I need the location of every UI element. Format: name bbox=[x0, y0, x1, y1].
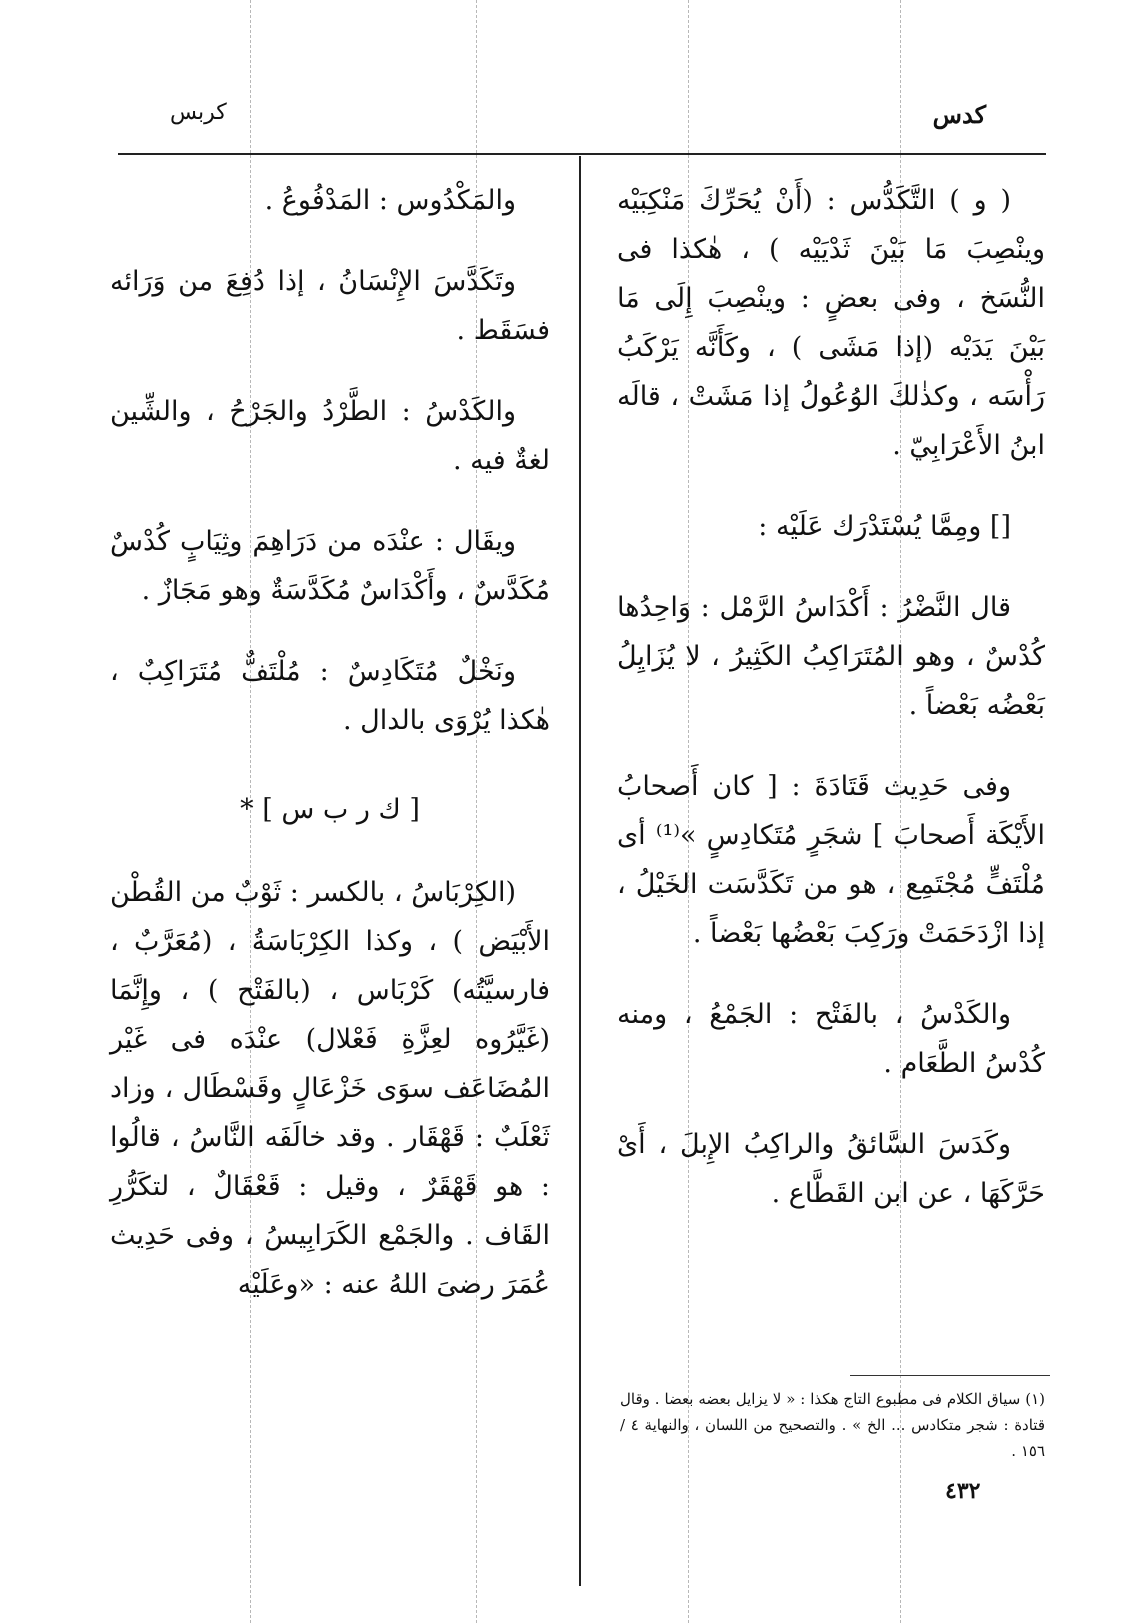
entry-paragraph: والكَدْسُ ، بالفَتْح : الجَمْعُ ، ومنه كُدْسُ الطَّعَام . bbox=[617, 999, 1045, 1079]
header-rule bbox=[118, 153, 1046, 155]
column-divider bbox=[579, 156, 581, 1586]
footnote-rule bbox=[850, 1375, 1050, 1376]
entry-paragraph: وكَدَسَ السَّائقُ والراكِبُ الإِبلَ ، أَىْ حَرَّكَهَا ، عن ابن القَطَّاع . bbox=[617, 1129, 1045, 1209]
entry-paragraph: [] ومِمَّا يُسْتَدْرَك عَلَيْه : bbox=[758, 511, 1011, 542]
right-column bbox=[617, 176, 1045, 1250]
entry-paragraph: ويقَال : عنْدَه من دَرَاهِمَ وثِيَابٍ كُدْسٌ مُكَدَّسٌ ، وأَكْدَاسٌ مُكَدَّسَةٌ وهو مَجَازٌ . bbox=[110, 526, 550, 606]
page-number: ٤٣٢ bbox=[945, 1478, 981, 1504]
entry-paragraph: ( و ) التَّكَدُّس : (أَنْ يُحَرِّكَ مَنْكِبَيْه وينْصِبَ مَا بَيْنَ ثَدْيَيْه ) ، هٰكذا فى النُّسَخ ، وفى بعضٍ : وينْصِبَ إِلَى مَا بَيْنَ يَدَيْه (إذا مَشَى ) ، وكَأَنَّه يَرْكَبُ رَأْسَه ، وكذٰلكَ الوُعُولُ إذا مَشَتْ ، قالَه ابنُ الأَعْرَابِيّ . bbox=[617, 185, 1045, 461]
entry-paragraph: (الكِرْبَاسُ ، بالكسر : ثَوْبٌ من القُطْن الأَبْيَض ) ، وكذا الكِرْبَاسَةُ ، (مُعَرَّبٌ ، فارسيَّتُه) كَرْبَاس ، (بالفَتْح ) ، وإِنَّمَا (غَيَّرُوه لعِزَّةِ فَعْلال) عنْدَه فى غَيْر المُضَاعَف سوَى خَزْعَالٍ وقَسْطَال ، وزاد ثَعْلَبٌ : قَهْقَار . وقد خالَفَه النَّاسُ ، قالُوا : هو قَهْقَرٌ ، وقيل : قَعْقَالٌ ، لتكَرُّرِ القَاف . والجَمْع الكَرَابِيسُ ، وفى حَدِيث عُمَرَ رضىَ اللهُ عنه : «وعَلَيْه bbox=[110, 877, 550, 1300]
running-head-right: كدس bbox=[932, 100, 986, 129]
left-column bbox=[110, 176, 550, 1341]
entry-paragraph: ونَخْلٌ مُتَكَادِسٌ : مُلْتَفٌّ مُتَرَاكِبٌ ، هٰكذا يُرْوَى بالدال . bbox=[110, 656, 550, 736]
entry-paragraph: قال النَّضْرُ : أَكْدَاسُ الرَّمْل : وَاحِدُها كُدْسٌ ، وهو المُتَرَاكِبُ الكَثِيرُ ، لا يُزَايِلُ بَعْضُه بَعْضاً . bbox=[617, 592, 1045, 721]
entry-paragraph: وفى حَدِيث قَتَادَةَ : [ كان أَصحابُ الأَيْكَة أَصحابَ ] شجَرٍ مُتَكادِسٍ »⁽¹⁾ أى مُلْتَفٍّ مُجْتَمِع ، هو من تَكَدَّسَت الخَيْلُ ، إذا ازْدَحَمَتْ ورَكِبَ بَعْضُها بَعْضاً . bbox=[617, 771, 1046, 949]
entry-paragraph: والمَكْدُوس : المَدْفُوعُ . bbox=[264, 185, 516, 216]
root-heading: [ ك ر ب س ] * bbox=[240, 794, 420, 825]
running-head-left: كربس bbox=[170, 100, 227, 125]
entry-paragraph: وتَكَدَّسَ الإِنْسَانُ ، إذا دُفِعَ من وَرَائه فسَقَط . bbox=[110, 266, 550, 346]
entry-paragraph: والكَدْسُ : الطَّرْدُ والجَرْحُ ، والشِّين لغةٌ فيه . bbox=[110, 396, 550, 476]
footnote: (١) سياق الكلام فى مطبوع التاج هكذا : « لا يزايل بعضه بعضا . وقال قتادة : شجر متكادس ... الخ » . والتصحيح من اللسان ، والنهاية ٤ / ١٥٦ . bbox=[620, 1390, 1046, 1460]
